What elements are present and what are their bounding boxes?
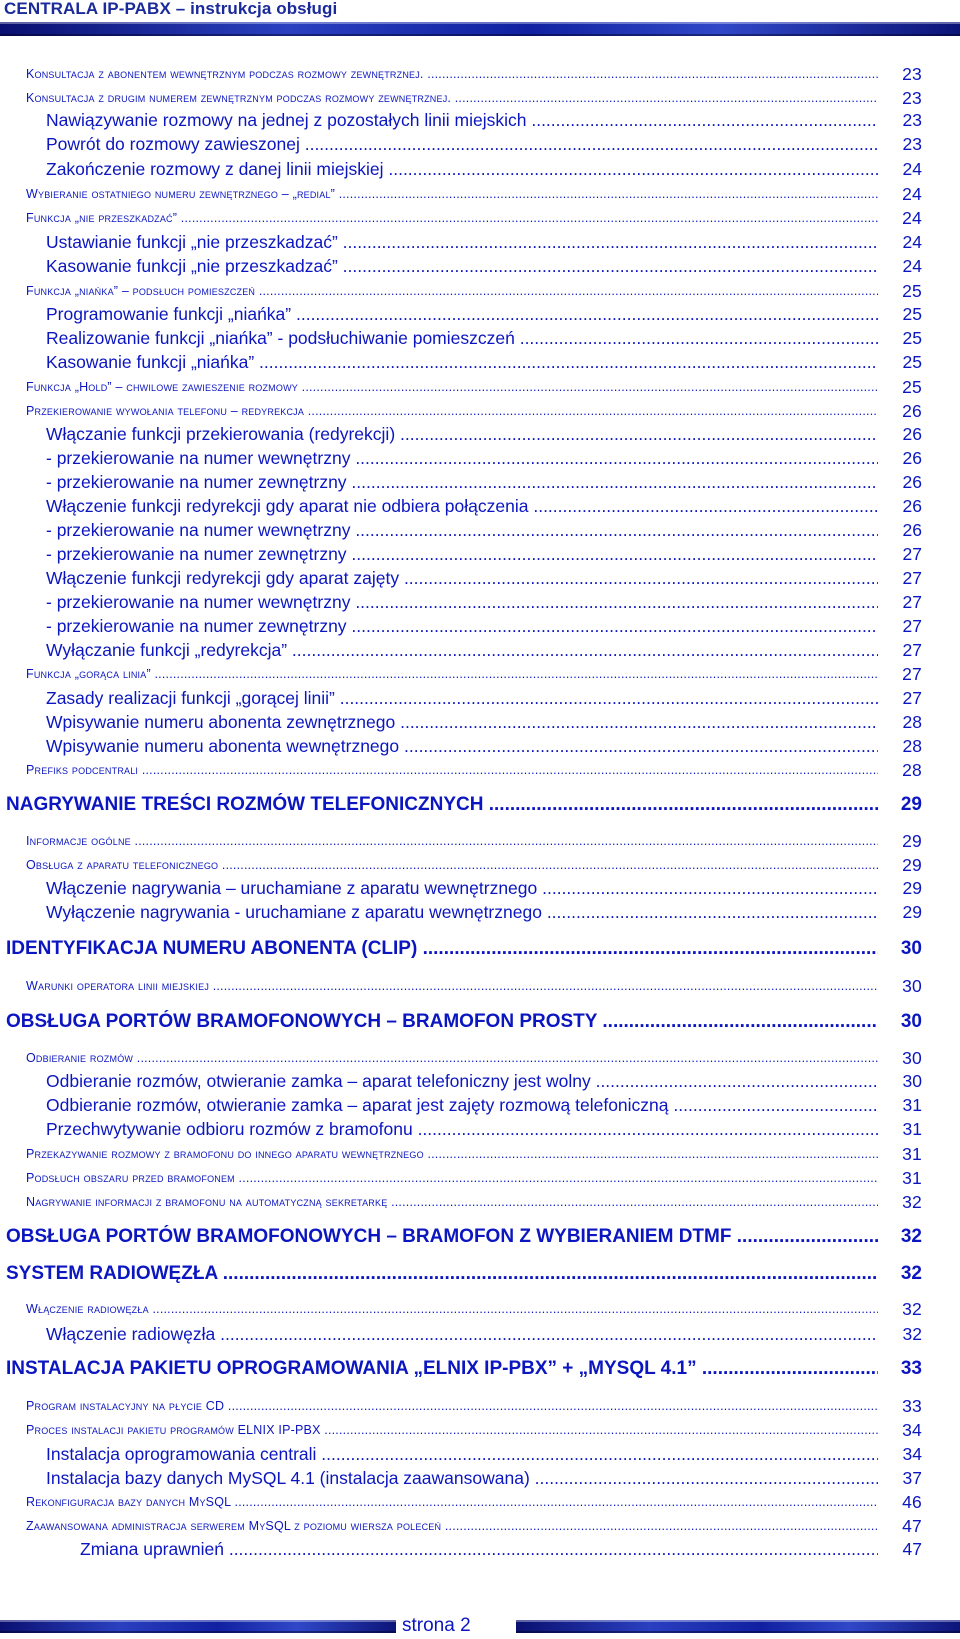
toc-entry-page: 34 [902,1420,922,1440]
toc-entry-title: - przekierowanie na numer wewnętrzny ..... [46,590,878,614]
toc-entry[interactable] [46,1117,922,1141]
toc-entry-title: Przechwytywanie odbioru rozmów z bramofonu ..... [46,1117,878,1141]
toc-entry-page: 25 [902,377,922,397]
toc-entry-page: 26 [902,520,922,540]
toc-entry-page: 29 [902,902,922,922]
toc-entry[interactable] [46,686,922,710]
toc-entry-page: 34 [902,1444,922,1464]
toc-entry-page: 26 [902,472,922,492]
toc-chapter-title: IDENTYFIKACJA NUMERU ABONENTA (CLIP) ..... [6,937,878,961]
toc-entry[interactable] [26,974,922,998]
toc-entry-title: - przekierowanie na numer zewnętrzny ..... [46,470,878,494]
toc-entry[interactable] [46,108,922,132]
toc-entry-title: Zaawansowana administracja serwerem MySQL z poziomu wiersza poleceń ..... [26,1514,878,1538]
toc-entry-page: 24 [902,159,922,179]
toc-entry-page: 30 [902,1071,922,1091]
toc-entry-page: 25 [902,304,922,324]
toc-entry-title: Zakończenie rozmowy z danej linii miejskiej ..... [46,157,878,181]
toc-entry[interactable] [46,590,922,614]
toc-entry-title: Włączenie funkcji redyrekcji gdy aparat nie odbiera połączenia ..... [46,494,878,518]
toc-entry[interactable] [46,710,922,734]
page-header [0,0,960,40]
toc-chapter[interactable] [6,1010,922,1034]
toc-entry-page: 26 [902,401,922,421]
toc-entry-page: 29 [902,878,922,898]
toc-chapter-title: OBSŁUGA PORTÓW BRAMOFONOWYCH – BRAMOFON Z WYBIERANIEM DTMF ..... [6,1225,878,1249]
toc-chapter-page: 32 [900,1263,922,1284]
footer-rule-right [516,1620,960,1633]
toc-entry-page: 24 [902,256,922,276]
toc-entry[interactable] [26,86,922,110]
page-number: strona 2 [402,1615,471,1636]
toc-entry-title: Instalacja oprogramowania centrali ..... [46,1442,878,1466]
toc-entry-page: 26 [902,448,922,468]
toc-entry-page: 32 [902,1324,922,1344]
toc-entry-title: Przekazywanie rozmowy z bramofonu do innego aparatu wewnętrznego ..... [26,1142,878,1166]
toc-entry-title: Warunki operatora linii miejskiej ..... [26,974,878,998]
toc-entry[interactable] [26,399,922,423]
toc-entry-title: Funkcja „nie przeszkadzać” ..... [26,206,878,230]
toc-entry[interactable] [26,1142,922,1166]
toc-entry-page: 23 [902,110,922,130]
toc-entry-title: Wybieranie ostatniego numeru zewnętrznego – „redial” ..... [26,182,878,206]
toc-entry-page: 31 [902,1144,922,1164]
toc-entry-page: 31 [902,1119,922,1139]
toc-entry[interactable] [46,132,922,156]
toc-entry[interactable] [46,566,922,590]
toc-entry-title: Funkcja „gorąca linia” ..... [26,662,878,686]
toc-entry[interactable] [46,350,922,374]
toc-entry[interactable] [46,1322,922,1346]
toc-entry-page: 27 [902,688,922,708]
toc-entry-title: Zasady realizacji funkcji „gorącej linii” ..... [46,686,878,710]
toc-entry[interactable] [46,900,922,924]
toc-entry[interactable] [26,1394,922,1418]
toc-chapter-title: SYSTEM RADIOWĘZŁA ..... [6,1262,878,1286]
toc-entry[interactable] [46,876,922,900]
toc-entry[interactable] [26,853,922,877]
toc-entry-title: Przekierowanie wywołania telefonu – redyrekcja ..... [26,399,878,423]
toc-entry-title: Odbieranie rozmów, otwieranie zamka – aparat telefoniczny jest wolny ..... [46,1069,878,1093]
toc-entry[interactable] [26,1046,922,1070]
toc-chapter-title: OBSŁUGA PORTÓW BRAMOFONOWYCH – BRAMOFON PROSTY ..... [6,1010,878,1034]
toc-entry-title: Kasowanie funkcji „niańka” ..... [46,350,878,374]
toc-entry-title: Konsultacja z abonentem wewnętrznym podczas rozmowy zewnętrznej. ..... [26,62,878,86]
toc-entry-title: - przekierowanie na numer wewnętrzny ..... [46,518,878,542]
toc-entry-page: 29 [902,855,922,875]
toc-entry[interactable] [46,494,922,518]
footer-rule-left [0,1620,396,1633]
toc-entry[interactable] [26,1490,922,1514]
toc-entry[interactable] [26,182,922,206]
toc-entry-title: Funkcja „niańka” – podsłuch pomieszczeń ..... [26,279,878,303]
toc-entry-title: Wpisywanie numeru abonenta wewnętrznego ..... [46,734,878,758]
toc-chapter[interactable] [6,1357,922,1381]
toc-entry[interactable] [26,1418,922,1442]
toc-entry-page: 32 [902,1299,922,1319]
toc-chapter[interactable] [6,937,922,961]
toc-entry[interactable] [26,829,922,853]
toc-entry-page: 47 [902,1539,922,1559]
toc-entry-page: 24 [902,232,922,252]
toc-entry[interactable] [46,326,922,350]
toc-entry-page: 27 [902,592,922,612]
toc-entry-page: 32 [902,1192,922,1212]
toc-entry[interactable] [46,614,922,638]
toc-entry-page: 26 [902,424,922,444]
toc-chapter-page: 33 [900,1358,922,1379]
toc-entry[interactable] [26,279,922,303]
toc-entry-title: - przekierowanie na numer zewnętrzny ..... [46,542,878,566]
toc-entry[interactable] [26,1514,922,1538]
toc-entry-title: Program instalacyjny na płycie CD ..... [26,1394,878,1418]
toc-entry[interactable] [46,302,922,326]
toc-entry-title: Nawiązywanie rozmowy na jednej z pozostałych linii miejskich ..... [46,108,878,132]
toc-entry-page: 27 [902,568,922,588]
toc-entry[interactable] [26,1297,922,1321]
toc-entry-title: Zmiana uprawnień ..... [80,1537,878,1561]
toc-entry-title: Włączenie radiowęzła ..... [26,1297,878,1321]
toc-entry-page: 27 [902,544,922,564]
toc-entry-page: 25 [902,352,922,372]
header-rule [0,22,960,36]
toc-entry[interactable] [26,662,922,686]
toc-entry-page: 29 [902,831,922,851]
toc-entry-title: Informacje ogólne ..... [26,829,878,853]
toc-entry[interactable] [46,638,922,662]
toc-entry-title: - przekierowanie na numer zewnętrzny ..... [46,614,878,638]
toc-entry-title: Powrót do rozmowy zawieszonej ..... [46,132,878,156]
toc-entry[interactable] [46,1069,922,1093]
toc-entry-page: 23 [902,64,922,84]
toc-entry-title: Odbieranie rozmów, otwieranie zamka – aparat jest zajęty rozmową telefoniczną ..... [46,1093,878,1117]
toc-chapter-page: 32 [900,1226,922,1247]
toc-entry-title: Nagrywanie informacji z bramofonu na automatyczną sekretarkę ..... [26,1190,878,1214]
toc-entry-page: 47 [902,1516,922,1536]
toc-entry[interactable] [46,470,922,494]
toc-entry[interactable] [46,1466,922,1490]
toc-entry-page: 26 [902,496,922,516]
toc-entry-page: 23 [902,88,922,108]
toc-entry-page: 27 [902,640,922,660]
toc-entry-title: Ustawianie funkcji „nie przeszkadzać” ..... [46,230,878,254]
toc-entry[interactable] [26,206,922,230]
toc-chapter[interactable] [6,793,922,817]
toc-entry-title: Włączenie funkcji redyrekcji gdy aparat zajęty ..... [46,566,878,590]
toc-entry[interactable] [26,1190,922,1214]
toc-entry[interactable] [46,254,922,278]
toc-entry-title: Kasowanie funkcji „nie przeszkadzać” ..... [46,254,878,278]
toc-entry-page: 28 [902,736,922,756]
toc-entry-page: 31 [902,1168,922,1188]
toc-entry-page: 24 [902,208,922,228]
toc-entry[interactable] [80,1537,922,1561]
document-title: CENTRALA IP-PABX – instrukcja obsługi [4,0,338,18]
toc-entry-title: Funkcja „Hold” – chwilowe zawieszenie rozmowy ..... [26,375,878,399]
toc-entry-title: - przekierowanie na numer wewnętrzny ..... [46,446,878,470]
toc-entry-page: 46 [902,1492,922,1512]
toc-entry[interactable] [26,1166,922,1190]
toc-entry-title: Programowanie funkcji „niańka” ..... [46,302,878,326]
toc-entry-title: Obsługa z aparatu telefonicznego ..... [26,853,878,877]
toc-entry[interactable] [46,518,922,542]
toc-entry-title: Odbieranie rozmów ..... [26,1046,878,1070]
toc-entry-title: Włączanie funkcji przekierowania (redyrekcji) ..... [46,422,878,446]
toc-chapter-title: INSTALACJA PAKIETU OPROGRAMOWANIA „ELNIX IP-PBX” + „MYSQL 4.1” ..... [6,1357,878,1381]
toc-entry-page: 37 [902,1468,922,1488]
toc-chapter[interactable] [6,1225,922,1249]
toc-entry-title: Włączenie radiowęzła ..... [46,1322,878,1346]
toc-entry-title: Wpisywanie numeru abonenta zewnętrznego ..... [46,710,878,734]
toc-entry-page: 27 [902,664,922,684]
toc-chapter-title: NAGRYWANIE TREŚCI ROZMÓW TELEFONICZNYCH ..... [6,793,878,817]
toc-entry-title: Włączenie nagrywania – uruchamiane z aparatu wewnętrznego ..... [46,876,878,900]
toc-entry-page: 24 [902,184,922,204]
toc-entry[interactable] [46,1093,922,1117]
toc-entry-page: 25 [902,328,922,348]
toc-entry-title: Konsultacja z drugim numerem zewnętrznym podczas rozmowy zewnętrznej. ..... [26,86,878,110]
toc-entry-title: Realizowanie funkcji „niańka” - podsłuchiwanie pomieszczeń ..... [46,326,878,350]
toc-entry-title: Podsłuch obszaru przed bramofonem ..... [26,1166,878,1190]
toc-chapter-page: 30 [900,1011,922,1032]
toc-chapter[interactable] [6,1262,922,1286]
toc-entry[interactable] [46,157,922,181]
toc-entry[interactable] [46,230,922,254]
toc-entry-page: 30 [902,1048,922,1068]
toc-entry-page: 33 [902,1396,922,1416]
toc-entry-page: 27 [902,616,922,636]
toc-entry-title: Wyłączanie funkcji „redyrekcja” ..... [46,638,878,662]
toc-entry[interactable] [46,734,922,758]
toc-entry[interactable] [46,1442,922,1466]
toc-entry[interactable] [46,422,922,446]
toc-chapter-page: 29 [900,794,922,815]
toc-entry[interactable] [26,375,922,399]
toc-entry-page: 30 [902,976,922,996]
toc-entry-page: 25 [902,281,922,301]
toc-entry-page: 31 [902,1095,922,1115]
page-footer [0,1616,960,1639]
toc-entry-page: 23 [902,134,922,154]
toc-entry[interactable] [46,542,922,566]
toc-entry-page: 28 [902,712,922,732]
toc-entry-title: Proces instalacji pakietu programów ELNIX IP-PBX ..... [26,1418,878,1442]
toc-entry-page: 28 [902,760,922,780]
toc-entry-title: Instalacja bazy danych MySQL 4.1 (instalacja zaawansowana) ..... [46,1466,878,1490]
toc-entry[interactable] [46,446,922,470]
toc-entry-title: Wyłączenie nagrywania - uruchamiane z aparatu wewnętrznego ..... [46,900,878,924]
toc-entry[interactable] [26,758,922,782]
toc-entry-title: Prefiks podcentrali ..... [26,758,878,782]
toc-chapter-page: 30 [900,938,922,959]
toc-entry-title: Rekonfiguracja bazy danych MySQL ..... [26,1490,878,1514]
toc-entry[interactable] [26,62,922,86]
